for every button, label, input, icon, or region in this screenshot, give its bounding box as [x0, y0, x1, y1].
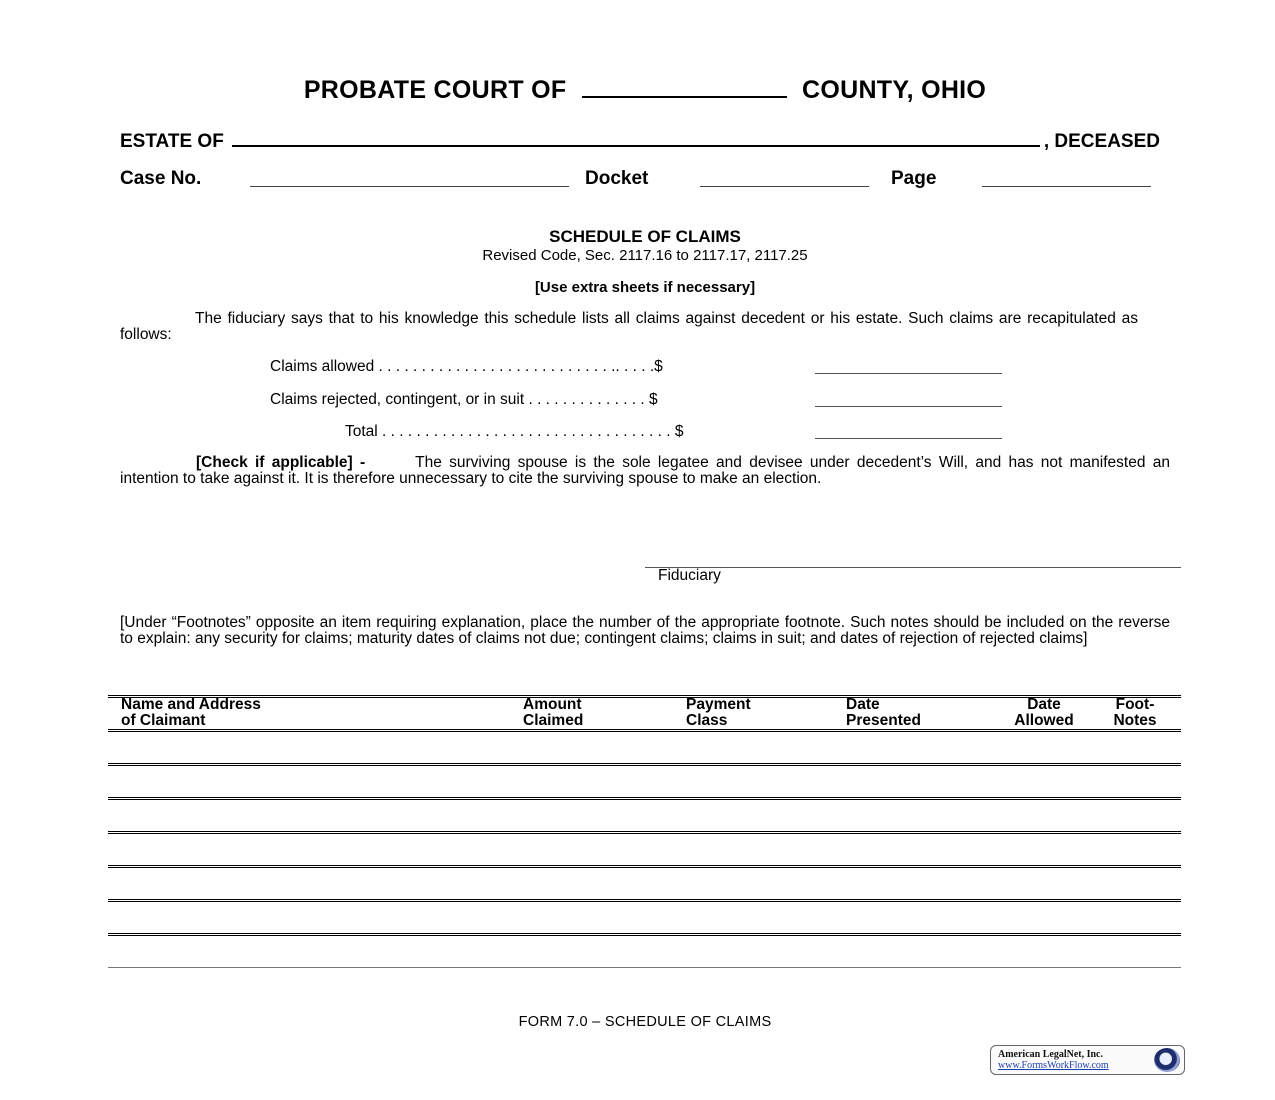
table-row[interactable] [108, 865, 1181, 868]
logo-company-name: American LegalNet, Inc. [998, 1049, 1103, 1060]
estate-label: ESTATE OF [120, 131, 224, 152]
footnotes-instruction: [Under “Footnotes” opposite an item requiring explanation, place the number of the appropriate footnote. Such notes should be included on the reverse to explain: any security for claims; maturity dates of claims not due; contingent claims; claims in suit; and dates of rejection of rejected claims] [120, 614, 1170, 647]
page-label: Page [891, 168, 937, 189]
case-no-field[interactable] [250, 186, 569, 187]
extra-sheets-note: [Use extra sheets if necessary] [534, 279, 756, 296]
col-header-claimant: Name and Address of Claimant [121, 696, 261, 729]
court-title-left: PROBATE COURT OF [303, 76, 567, 104]
check-paragraph [120, 455, 1170, 487]
col-header-footnotes: Foot- Notes [1113, 696, 1157, 729]
claims-rejected-field[interactable] [815, 406, 1002, 407]
estate-row [120, 129, 1160, 153]
fiduciary-signature-field[interactable] [645, 567, 1181, 568]
table-bottom-rule [108, 967, 1181, 968]
revised-code-subtitle: Revised Code, Sec. 2117.16 to 2117.17, 2117.25 [482, 247, 808, 264]
table-row[interactable] [108, 797, 1181, 800]
intro-paragraph: The fiduciary says that to his knowledge this schedule lists all claims against decedent or his estate. Such claims are recapitulated as follows: [120, 310, 1138, 343]
table-row[interactable] [108, 729, 1181, 732]
schedule-title: SCHEDULE OF CLAIMS [549, 227, 741, 246]
table-row[interactable] [108, 763, 1181, 766]
table-row[interactable] [108, 899, 1181, 902]
court-title [0, 76, 1275, 105]
col-header-amount: Amount Claimed [523, 696, 584, 729]
county-blank-field[interactable] [582, 76, 787, 98]
col-header-payment-class: Payment Class [686, 696, 751, 729]
check-applicable-label[interactable]: [Check if applicable] - [196, 454, 366, 471]
check-text: The surviving spouse is the sole legatee and devisee under decedent’s Will, and has not manifested an intention to take against it. It is therefore unnecessary to cite the surviving spouse to make an election. [120, 454, 1170, 487]
total-label: Total . . . . . . . . . . . . . . . . . . . . . . . . . . . . . . . . . . $ [345, 423, 684, 440]
fiduciary-label: Fiduciary [658, 567, 721, 584]
docket-label: Docket [585, 168, 649, 189]
docket-field[interactable] [700, 186, 869, 187]
claims-allowed-label: Claims allowed . . . . . . . . . . . . . . . . . . . . . . . . . . . .. . . . .$ [270, 358, 663, 375]
col-header-date-presented: Date Presented [846, 696, 921, 729]
deceased-label: , DECEASED [1043, 131, 1160, 152]
page-field[interactable] [982, 186, 1151, 187]
court-title-right: COUNTY, OHIO [802, 76, 987, 104]
american-legalnet-logo[interactable] [990, 1045, 1185, 1075]
col-header-date-allowed: Date Allowed [1014, 696, 1074, 729]
table-row[interactable] [108, 831, 1181, 834]
globe-icon [1154, 1048, 1180, 1072]
estate-name-field[interactable] [232, 129, 1040, 147]
logo-url-link[interactable]: www.FormsWorkFlow.com [998, 1060, 1109, 1071]
total-field[interactable] [815, 438, 1002, 439]
table-row[interactable] [108, 933, 1181, 936]
claims-allowed-field[interactable] [815, 373, 1002, 374]
case-no-label: Case No. [120, 168, 202, 189]
claims-rejected-label: Claims rejected, contingent, or in suit . . . . . . . . . . . . . . $ [270, 391, 658, 408]
form-footer-label: FORM 7.0 – SCHEDULE OF CLAIMS [518, 1014, 772, 1030]
